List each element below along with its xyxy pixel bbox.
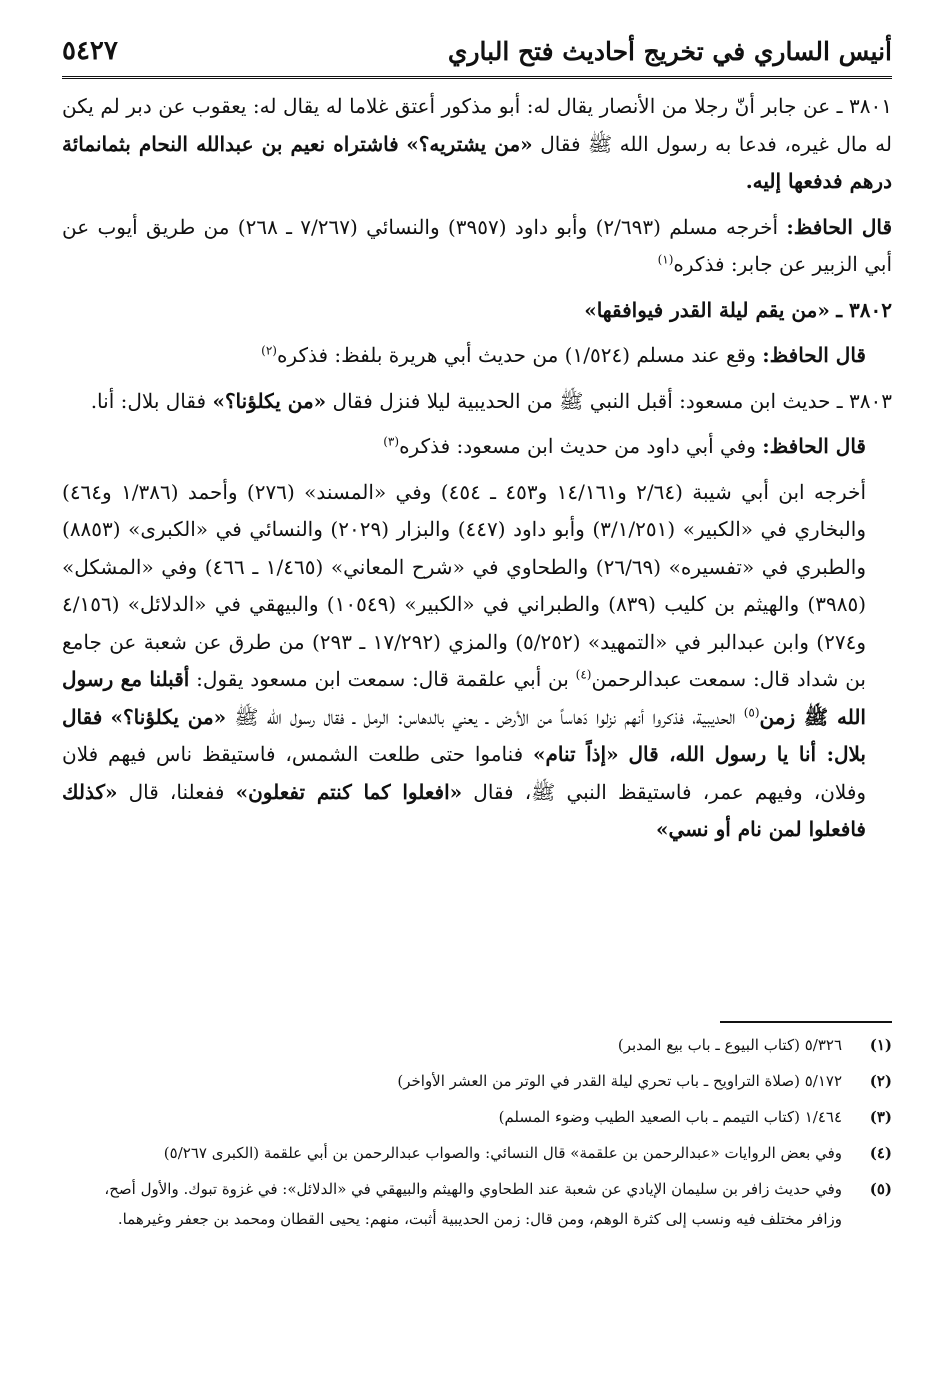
- running-header: [62, 26, 892, 79]
- footnote-number: (١): [869, 1036, 892, 1054]
- hadith-text: فناموا حتى طلعت الشمس، فاستيقظ ناس فيهم فلان وفلان، وفيهم عمر، فاستيقظ النبي ﷺ، فقال: [62, 742, 867, 804]
- page-number: ٥٤٢٧: [62, 36, 118, 66]
- footnote-separator: [720, 1021, 892, 1023]
- footnote-ref: (٤): [575, 667, 592, 682]
- hadith-text: فقال بلال: أنا يا رسول الله، قال: [62, 704, 866, 766]
- hafiz-comment-3802: [62, 337, 892, 375]
- footnote-number: (٣): [869, 1108, 892, 1126]
- footnote-ref: (٥): [743, 704, 760, 719]
- entry-number: ٣٨٠٢ ـ: [836, 297, 892, 322]
- footnote-text: وفي بعض الروايات «عبدالرحمن بن علقمة» قال النسائي: والصواب عبدالرحمن بن أبي علقمة (الكبرى ٥/٢٦٧): [163, 1144, 842, 1162]
- entry-text: فاشتراه نعيم بن عبدالله النحام بثمانمائة درهم فدفعها إليه.: [62, 131, 892, 193]
- footnote-number: (٢): [869, 1072, 892, 1090]
- footnote: [90, 1030, 892, 1060]
- hadith-text: أقبلنا مع رسول الله ﷺ زمن: [62, 667, 866, 729]
- prophet-quote: «كذلك فافعلوا لمن نام أو نسي»: [62, 779, 866, 841]
- main-text: [62, 88, 892, 857]
- footnote-number: (٥): [869, 1180, 892, 1198]
- entry-3803: [62, 383, 892, 421]
- hafiz-text: وقع عند مسلم (١/٥٢٤) من حديث أبي هريرة بلفظ: فذكره: [276, 343, 756, 367]
- hafiz-label: قال الحافظ:: [762, 434, 866, 458]
- hafiz-comment-3803: [62, 428, 892, 466]
- entry-3802: [62, 292, 892, 330]
- prophet-quote: «من يشتريه؟»: [406, 131, 533, 156]
- footnote: [90, 1138, 892, 1168]
- hafiz-text: وفي أبي داود من حديث ابن مسعود: فذكره: [399, 434, 756, 458]
- book-title: أنيس الساري في تخريج أحاديث فتح الباري: [447, 36, 892, 66]
- prophet-quote: «إذاً تنام»: [533, 742, 619, 766]
- footnote: [90, 1066, 892, 1096]
- entry-text: ٣٨٠١ ـ عن جابر أنّ رجلا من الأنصار يقال له: أبو مذكور أعتق غلاما له يقال له: يعقوب عن دبر لم يكن له مال غيره، فدعا به رسول الله ﷺ فقال: [62, 94, 892, 156]
- hafiz-comment-3801: [62, 209, 892, 284]
- prophet-quote: «من يكلؤنا؟»: [110, 704, 227, 729]
- takhrij-text: أخرجه ابن أبي شيبة (٢/٦٤ و١٤/١٦١ و٤٥٣ ـ ٤٥٤) وفي «المسند» (٢٧٦) وأحمد (١/٣٨٦ و٤٦٤) والبخاري في «الكبير» (٣/١/٢٥١) وأبو داود (٤٤٧) والبزار (٢٠٢٩) والنسائي في «الكبرى» (٨٨٥٣) والطبري في «تفسيره» (٢٦/٦٩) والطحاوي في «شرح المعاني» (١/٤٦٥ ـ ٤٦٦) وفي «المشكل» (٣٩٨٥) والهيثم بن كليب (٨٣٩) والطبراني في «الكبير» (١٠٥٤٩) والبيهقي في «الدلائل» (٤/١٥٦ و٢٧٤) وابن عبدالبر في «التمهيد» (٥/٢٥٢) والمزي (١٧/٢٩٢ ـ ٢٩٣) من طرق عن شعبة عن جامع بن شداد قال: سمعت عبدالرحمن: [62, 479, 867, 691]
- footnote-number: (٤): [869, 1144, 892, 1162]
- footnote-ref: (١): [657, 252, 674, 267]
- hafiz-text: أخرجه مسلم (٢/٦٩٣) وأبو داود (٣٩٥٧) والنسائي (٧/٢٦٧ ـ ٢٦٨) من طريق أيوب عن أبي الزبير عن جابر: فذكره: [62, 214, 892, 276]
- entry-text: فقال بلال: أنا.: [90, 388, 207, 413]
- entry-3801: [62, 88, 892, 201]
- footnotes: [90, 1030, 892, 1240]
- hadith-text: ففعلنا، قال: [128, 779, 225, 804]
- footnote-text: ١/٤٦٤ (كتاب التيمم ـ باب الصعيد الطيب وضوء المسلم): [498, 1108, 842, 1126]
- hafiz-label: قال الحافظ:: [786, 214, 893, 239]
- footnote-text: ٥/٣٢٦ (كتاب البيوع ـ باب بيع المدبر): [617, 1036, 842, 1054]
- footnote-ref: (٢): [261, 343, 277, 358]
- footnote-text: وفي حديث زافر بن سليمان الإيادي عن شعبة عند الطحاوي والهيثم والبيهقي في «الدلائل»: في غزوة تبوك. والأول أصح، وزافر مختلف فيه ونسب إلى كثرة الوهم، ومن قال: زمن الحديبية أثبت، منهم: يحيى القطان ومحمد بن جعفر وغيرهما.: [104, 1180, 842, 1228]
- footnote: [90, 1174, 892, 1234]
- footnote: [90, 1102, 892, 1132]
- footnote-ref: (٣): [383, 434, 400, 449]
- prophet-quote: «من يقم ليلة القدر فيوافقها»: [584, 297, 830, 322]
- hadith-text: الحديبية، فذكروا أنهم نزلوا دَهاساً من الأرض ـ يعني بالدهاس: الرمل ـ فقال رسول الله ﷺ: [234, 704, 736, 729]
- footnote-text: ٥/١٧٢ (صلاة التراويح ـ باب تحري ليلة القدر في الوتر من العشر الأواخر): [397, 1072, 842, 1090]
- prophet-quote: «من يكلؤنا؟»: [212, 388, 327, 413]
- prophet-quote: «افعلوا كما كنتم تفعلون»: [235, 779, 463, 804]
- takhrij-paragraph: [62, 474, 892, 849]
- hafiz-label: قال الحافظ:: [762, 343, 866, 367]
- takhrij-text: بن أبي علقمة قال: سمعت ابن مسعود يقول:: [196, 667, 569, 691]
- entry-text: ٣٨٠٣ ـ حديث ابن مسعود: أقبل النبي ﷺ من الحديبية ليلا فنزل فقال: [332, 388, 892, 413]
